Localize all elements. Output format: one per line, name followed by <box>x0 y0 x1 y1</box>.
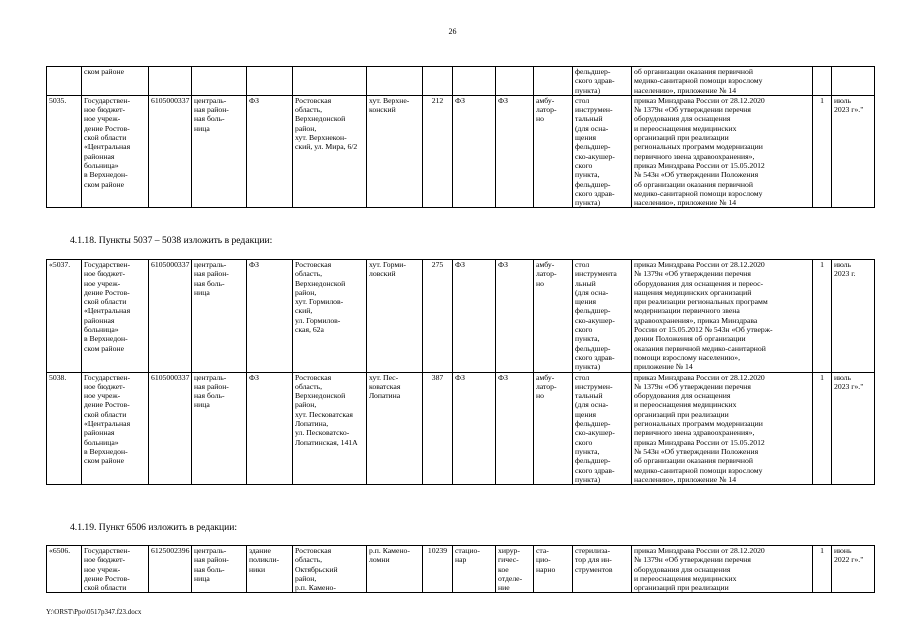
table-row <box>47 95 875 208</box>
table-cell: Государствен- ное бюджет- ное учреж- дение Ростов- ской области «Центральная районная больница» в Верхнедон- ском районе <box>82 95 149 208</box>
table-cell <box>149 67 192 96</box>
table-cell: ФЗ <box>496 372 534 485</box>
table-cell: хирур- гичес- кое отделе- ние <box>496 546 534 593</box>
table-cell: 6105000337 <box>149 95 192 208</box>
table-cell: Ростовская область, Верхнедонской район, хут. Гормилов- ский, ул. Гормилов- ская, 62а <box>293 260 367 373</box>
paragraph-4-1-18: 4.1.18. Пункты 5037 – 5038 изложить в редакции: <box>70 235 273 246</box>
table-cell: ФЗ <box>247 95 293 208</box>
table-cell: ском районе <box>82 67 149 96</box>
table-cell: 5038. <box>47 372 82 485</box>
table-cell: ФЗ <box>496 260 534 373</box>
table-cell <box>47 67 82 96</box>
table-row <box>47 546 875 593</box>
paragraph-4-1-19: 4.1.19. Пункт 6506 изложить в редакции: <box>70 522 238 533</box>
table-cell: 6105000337 <box>149 260 192 373</box>
file-path-footer: Y:\ORST\Ppo\0517p347.f23.docx <box>46 608 142 616</box>
table-cell <box>192 67 247 96</box>
table-cell: ФЗ <box>496 95 534 208</box>
table-cell: 6125002396 <box>149 546 192 593</box>
table-cell: 1 <box>813 95 832 208</box>
table-cell: приказ Минздрава России от 28.12.2020 № 1379н «Об утверждении перечня оборудования для оснащения и переоснащения медицинских организаций при реализации региональных программ модернизации первичного звена здравоохранения», приказ Минздрава России от 15.05.2012 № 543н «Об утверждении Положения об организации оказания первичной медико-санитарной помощи взрослому населению», приложение № 14 <box>632 95 813 208</box>
table-cell: 275 <box>423 260 453 373</box>
table-cell <box>423 67 453 96</box>
table-cell: приказ Минздрава России от 28.12.2020 № 1379н «Об утверждении перечня оборудования для оснащения и переоснащения медицинских организаций при реализации <box>632 546 813 593</box>
table-cell: р.п. Камено- ломни <box>367 546 423 593</box>
table-cell <box>813 67 832 96</box>
table-cell: 1 <box>813 372 832 485</box>
table-row <box>47 67 875 96</box>
table-row <box>47 372 875 485</box>
table-cell: Ростовская область, Верхнедонской район, хут. Песковатская Лопатина, ул. Песковатско- Лопатинская, 141А <box>293 372 367 485</box>
table-point-6506 <box>46 545 875 593</box>
table-cell: централь- ная район- ная боль- ница <box>192 95 247 208</box>
table-cell: ФЗ <box>453 95 496 208</box>
table-fragment-1 <box>46 66 875 208</box>
table-cell: амбу- латор- но <box>534 95 573 208</box>
table-cell: Государствен- ное бюджет- ное учреж- дение Ростов- ской области «Центральная районная больница» в Верхнедон- ском районе <box>82 372 149 485</box>
table-cell: Государствен- ное бюджет- ное учреж- дение Ростов- ской области «Центральная районная больница» в Верхнедон- ском районе <box>82 260 149 373</box>
table-row <box>47 260 875 373</box>
table-cell: Ростовская область, Октябрьский район, р.п. Камено- <box>293 546 367 593</box>
table-cell: 212 <box>423 95 453 208</box>
table-cell: 6105000337 <box>149 372 192 485</box>
table-cell <box>534 67 573 96</box>
table-cell: 387 <box>423 372 453 485</box>
table-cell: Ростовская область, Верхнедонской район, хут. Верхнекон- ский, ул. Мира, 6/2 <box>293 95 367 208</box>
table-points-5037-5038 <box>46 259 875 485</box>
table-cell: хут. Горми- ловский <box>367 260 423 373</box>
table-cell: «5037. <box>47 260 82 373</box>
table-cell: централь- ная район- ная боль- ница <box>192 546 247 593</box>
table-cell: об организации оказания первичной медико-санитарной помощи взрослому населению», приложение № 14 <box>632 67 813 96</box>
table-cell: стол инструмен- тальный (для осна- щения фельдшер- ско-акушер- ского пункта, фельдшер- ского здрав- пункта) <box>573 372 632 485</box>
table-cell: амбу- латор- но <box>534 372 573 485</box>
table-cell: стерилиза- тор для ин- струментов <box>573 546 632 593</box>
table-cell: приказ Минздрава России от 28.12.2020 № 1379н «Об утверждении перечня оборудования для оснащения и переос- нащения медицинских организаций при реализации региональных программ модернизации первичного звена здравоохранения», приказ Минздрава России от 15.05.2012 № 543н «Об утверж- дении Положения об организации оказания первичной медико-санитарной помощи взрослому населению», приложение № 14 <box>632 260 813 373</box>
table-cell: стацио- нар <box>453 546 496 593</box>
table-cell: Государствен- ное бюджет- ное учреж- дение Ростов- ской области <box>82 546 149 593</box>
table-cell: централь- ная район- ная боль- ница <box>192 260 247 373</box>
table-cell <box>832 67 875 96</box>
table-cell <box>496 67 534 96</box>
table-cell: июль 2023 г»." <box>832 372 875 485</box>
table-cell: ста- цио- нарно <box>534 546 573 593</box>
table-cell: ФЗ <box>453 260 496 373</box>
table-cell: «6506. <box>47 546 82 593</box>
table-cell: амбу- латор- но <box>534 260 573 373</box>
table-cell <box>453 67 496 96</box>
table-cell: ФЗ <box>453 372 496 485</box>
table-cell: 1 <box>813 546 832 593</box>
table-cell: хут. Пес- коватская Лопатина <box>367 372 423 485</box>
table-cell: здание поликли- ники <box>247 546 293 593</box>
table-cell: хут. Верхне- конский <box>367 95 423 208</box>
table-cell: стол инструмента льный (для осна- щения фельдшер- ско-акушер- ского пункта, фельдшер- ского здрав- пункта) <box>573 260 632 373</box>
table-cell: июль 2023 г. <box>832 260 875 373</box>
table-cell: 5035. <box>47 95 82 208</box>
page-number: 26 <box>448 27 457 36</box>
table-cell: фельдшер- ского здрав- пункта) <box>573 67 632 96</box>
table-cell: 1 <box>813 260 832 373</box>
table-cell: июнь 2022 г»." <box>832 546 875 593</box>
table-cell <box>367 67 423 96</box>
table-cell: 10239 <box>423 546 453 593</box>
table-cell: июль 2023 г»." <box>832 95 875 208</box>
table-cell: ФЗ <box>247 260 293 373</box>
table-cell <box>247 67 293 96</box>
table-cell: централь- ная район- ная боль- ница <box>192 372 247 485</box>
table-cell: приказ Минздрава России от 28.12.2020 № 1379н «Об утверждении перечня оборудования для оснащения и переоснащения медицинских организаций при реализации региональных программ модернизации первичного звена здравоохранения», приказ Минздрава России от 15.05.2012 № 543н «Об утверждении Положения об организации оказания первичной медико-санитарной помощи взрослому населению», приложение № 14 <box>632 372 813 485</box>
table-cell: ФЗ <box>247 372 293 485</box>
table-cell: стол инструмен- тальный (для осна- щения фельдшер- ско-акушер- ского пункта, фельдшер- ского здрав- пункта) <box>573 95 632 208</box>
table-cell <box>293 67 367 96</box>
